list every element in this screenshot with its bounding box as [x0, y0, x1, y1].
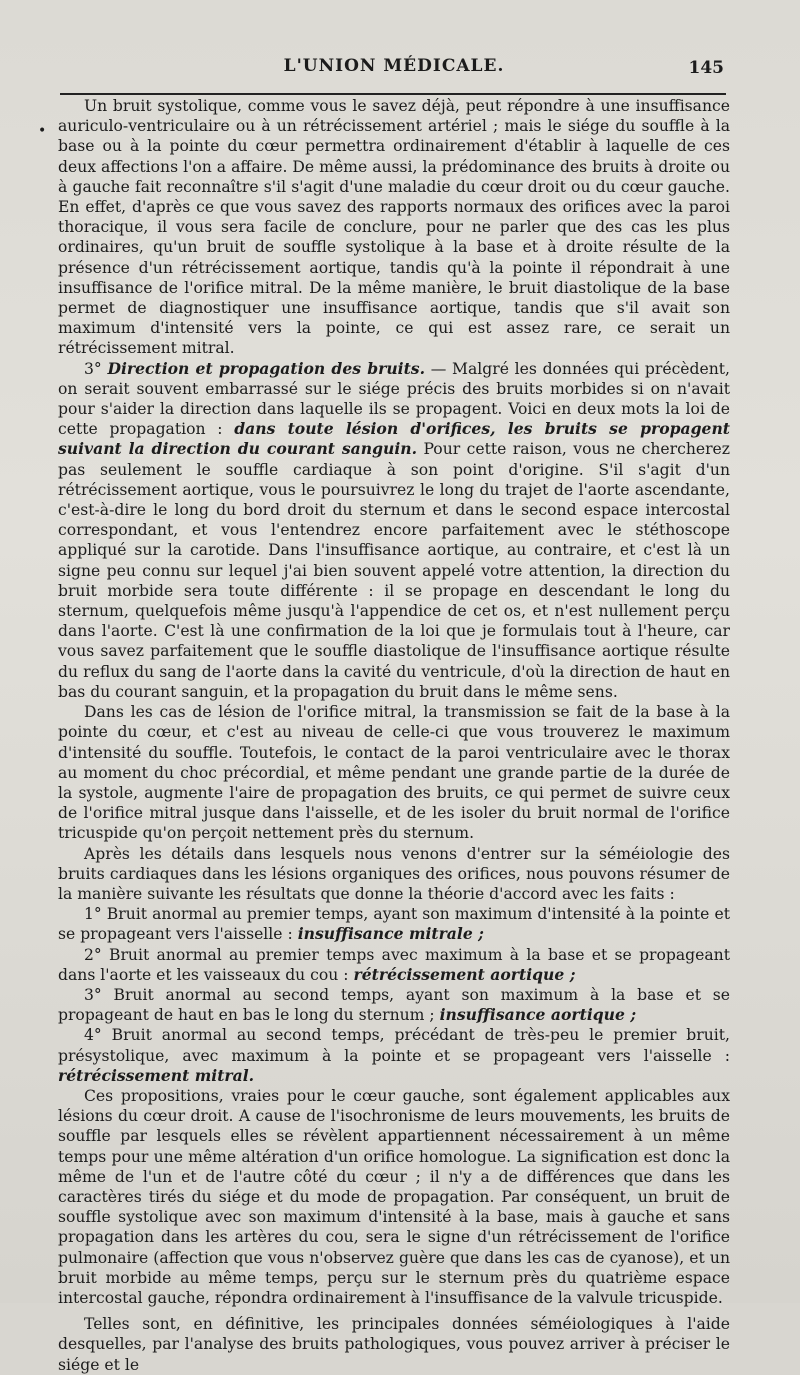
paragraph — [58, 945, 730, 985]
running-title: L'UNION MÉDICALE. — [283, 56, 505, 76]
text-run: 2° Bruit anormal au premier temps avec maximum à la base et se propageant dans l'aorte et les vaisseaux du cou : — [58, 945, 730, 984]
text-run: Pour cette raison, vous ne chercherez pas seulement le souffle cardiaque à son point d'origine. S'il s'agit d'un rétrécissement aortique, vous le poursuivrez le long du trajet de l'aorte ascendante, c'est-à-dire le long du bord droit du sternum et dans le second espace intercostal correspondant, et vous l'entendrez encore parfaitement avec le stéthoscope appliqué sur la carotide. Dans l'insuffisance aortique, au contraire, et c'est là un signe peu connu sur lequel j'ai bien souvent appelé votre attention, la direction du bruit morbide sera toute différente : il se propage en descendant le long du sternum, quelquefois même jusqu'à l'appendice de cet os, et n'est nullement perçu dans l'aorte. C'est là une confirmation de la loi que je formulais tout à l'heure, car vous savez parfaitement que le souffle diastolique de l'insuffisance aortique résulte du reflux du sang de l'aorte dans la cavité du ventricule, d'où la direction de haut en bas du courant sanguin, et la propagation du bruit dans le même sens. — [58, 440, 730, 701]
text-run: Telles sont, en définitive, les principales données séméiologiques à l'aide desquelles, par l'analyse des bruits pathologiques, vous pouvez arriver à préciser le siége et le — [58, 1315, 730, 1374]
margin-mark: • — [38, 123, 47, 139]
text-run: 3° Bruit anormal au second temps, ayant son maximum à la base et se propageant de haut en bas le long du sternum ; — [58, 985, 730, 1025]
page-number: 145 — [688, 58, 724, 78]
paragraph — [58, 1025, 730, 1086]
header-rule — [60, 93, 726, 95]
paragraph — [58, 1314, 730, 1375]
text-run: Un bruit systolique, comme vous le savez déjà, peut répondre à une insuffisance auriculo-ventriculaire ou à un rétrécissement artériel ; mais le siége du souffle à la base ou à la pointe du cœur permettra ordinairement d'établir à laquelle de ces deux affections l'on a affaire. De même aussi, la prédominance des bruits à droite ou à gauche fait reconnaître s'il s'agit d'une maladie du cœur droit ou du cœur gauche. En effet, d'après ce que vous savez des rapports normaux des orifices avec la paroi thoracique, il vous sera facile de conclure, pour ne parler que des cas les plus ordinaires, qu'un bruit de souffle systolique à la base et à droite résulte de la présence d'un rétrécissement aortique, tandis qu'à la pointe il répondrait à une insuffisance de l'orifice mitral. De la même manière, le bruit diastolique de la base permet de diagnostiquer une insuffisance aortique, tandis que s'il avait son maximum d'intensité vers la pointe, ce qui est assez rare, ce serait un rétrécissement mitral. — [58, 97, 730, 358]
paragraph — [58, 1086, 730, 1308]
paragraph — [58, 844, 730, 905]
italic-text: rétrécissement aortique ; — [353, 964, 576, 984]
italic-text: dans toute lésion d'orifices, les bruits se propagent suivant la direction du courant sanguin. — [58, 419, 730, 459]
italic-text: Direction et propagation des bruits. — [107, 358, 426, 378]
italic-text: insuffisance aortique ; — [439, 1005, 637, 1025]
paragraph — [58, 904, 730, 944]
text-run: Dans les cas de lésion de l'orifice mitral, la transmission se fait de la base à la pointe du cœur, et c'est au niveau de celle-ci que vous trouverez le maximum d'intensité du souffle. Toutefois, le contact de la paroi ventriculaire avec le thorax au moment du choc précordial, et même pendant une grande partie de la durée de la systole, augmente l'aire de propagation des bruits, ce qui permet de suivre ceux de l'orifice mitral jusque dans l'aisselle, et de les isoler du bruit normal de l'orifice tricuspide qu'on perçoit nettement près du sternum. — [58, 703, 730, 843]
italic-text: insuffisance mitrale ; — [297, 924, 484, 944]
text-run: 1° Bruit anormal au premier temps, ayant son maximum d'intensité à la pointe et se propageant vers l'aisselle : — [58, 905, 730, 944]
paragraph — [58, 702, 730, 843]
paragraph — [58, 96, 730, 359]
text-run: Après les détails dans lesquels nous venons d'entrer sur la séméiologie des bruits cardiaques dans les lésions organiques des orifices, nous pouvons résumer de la manière suivante les résultats que donne la théorie d'accord avec les faits : — [58, 844, 730, 903]
paragraph — [58, 985, 730, 1025]
italic-text: rétrécissement mitral. — [58, 1065, 255, 1085]
text-run: — Malgré les données qui précèdent, on serait souvent embarrassé sur le siége précis des bruits morbides si on n'avait pour s'aider la direction dans laquelle ils se propagent. Voici en deux mots la loi de cette propagation : — [58, 359, 731, 439]
text-run: 4° Bruit anormal au second temps, précédant de très-peu le premier bruit, présystolique, avec maximum à la pointe et se propageant vers l'aisselle : — [58, 1026, 730, 1065]
body-text — [38, 96, 731, 1375]
paragraph — [58, 359, 730, 702]
page-header — [62, 52, 726, 82]
text-run: Ces propositions, vraies pour le cœur gauche, sont également applicables aux lésions du cœur droit. A cause de l'isochronisme de leurs mouvements, les bruits de souffle par lesquels elles se révèlent appartiennent nécessairement à un même temps pour une même altération d'un orifice homologue. La signification est donc la même de l'un et de l'autre côté du cœur ; il n'y a de différences que dans les caractères tirés du siége et du mode de propagation. Par conséquent, un bruit de souffle systolique avec son maximum d'intensité à la base, mais à gauche et sans propagation dans les artères du cou, sera le signe d'un rétrécissement de l'orifice pulmonaire (affection que vous n'observez guère que dans les cas de cyanose), et un bruit morbide au même temps, perçu sur le sternum près du quatrième espace intercostal gauche, répondra ordinairement à l'insuffisance de la valvule tricuspide. — [58, 1086, 730, 1307]
text-run: 3° — [84, 359, 108, 378]
